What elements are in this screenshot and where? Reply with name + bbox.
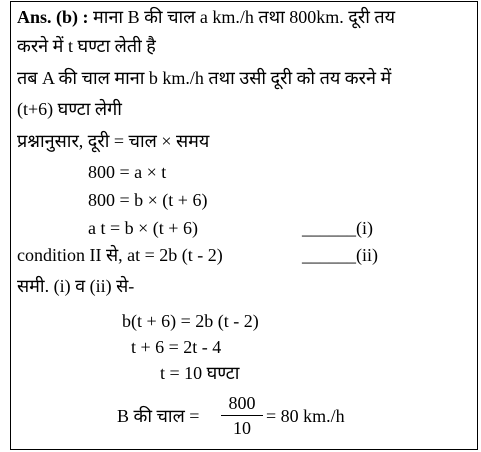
step-3: t = 10 घण्टा xyxy=(160,363,240,383)
answer-line-6: समी. (i) व (ii) से- xyxy=(17,276,135,296)
equation-4: condition II से, at = 2b (t - 2) xyxy=(17,245,223,265)
final-denominator: 10 xyxy=(233,418,251,438)
step-1: b(t + 6) = 2b (t - 2) xyxy=(122,311,259,331)
equation-4-tag: ______(ii) xyxy=(302,245,378,265)
answer-line-1 xyxy=(17,6,395,28)
answer-line-3: तब A की चाल माना b km./h तथा उसी दूरी को तय करने में xyxy=(17,68,392,88)
answer-line-4: (t+6) घण्टा लेगी xyxy=(17,99,122,119)
equation-3: a t = b × (t + 6) xyxy=(88,218,198,238)
equation-2: 800 = b × (t + 6) xyxy=(88,190,208,210)
step-2: t + 6 = 2t - 4 xyxy=(131,337,222,357)
final-suffix: = 80 km./h xyxy=(266,406,345,426)
final-numerator: 800 xyxy=(228,393,256,413)
equation-3-tag: ______(i) xyxy=(302,218,373,238)
answer-line-1-text: माना B की चाल a km./h तथा 800km. दूरी तय xyxy=(93,7,396,27)
final-prefix: B की चाल = xyxy=(117,406,200,426)
answer-label: Ans. (b) : xyxy=(17,7,89,27)
final-fraction xyxy=(221,393,263,438)
answer-line-2: करने में t घण्टा लेती है xyxy=(17,36,156,56)
fraction-bar xyxy=(221,415,263,416)
answer-line-5: प्रश्नानुसार, दूरी = चाल × समय xyxy=(17,131,210,151)
equation-1: 800 = a × t xyxy=(88,162,167,182)
